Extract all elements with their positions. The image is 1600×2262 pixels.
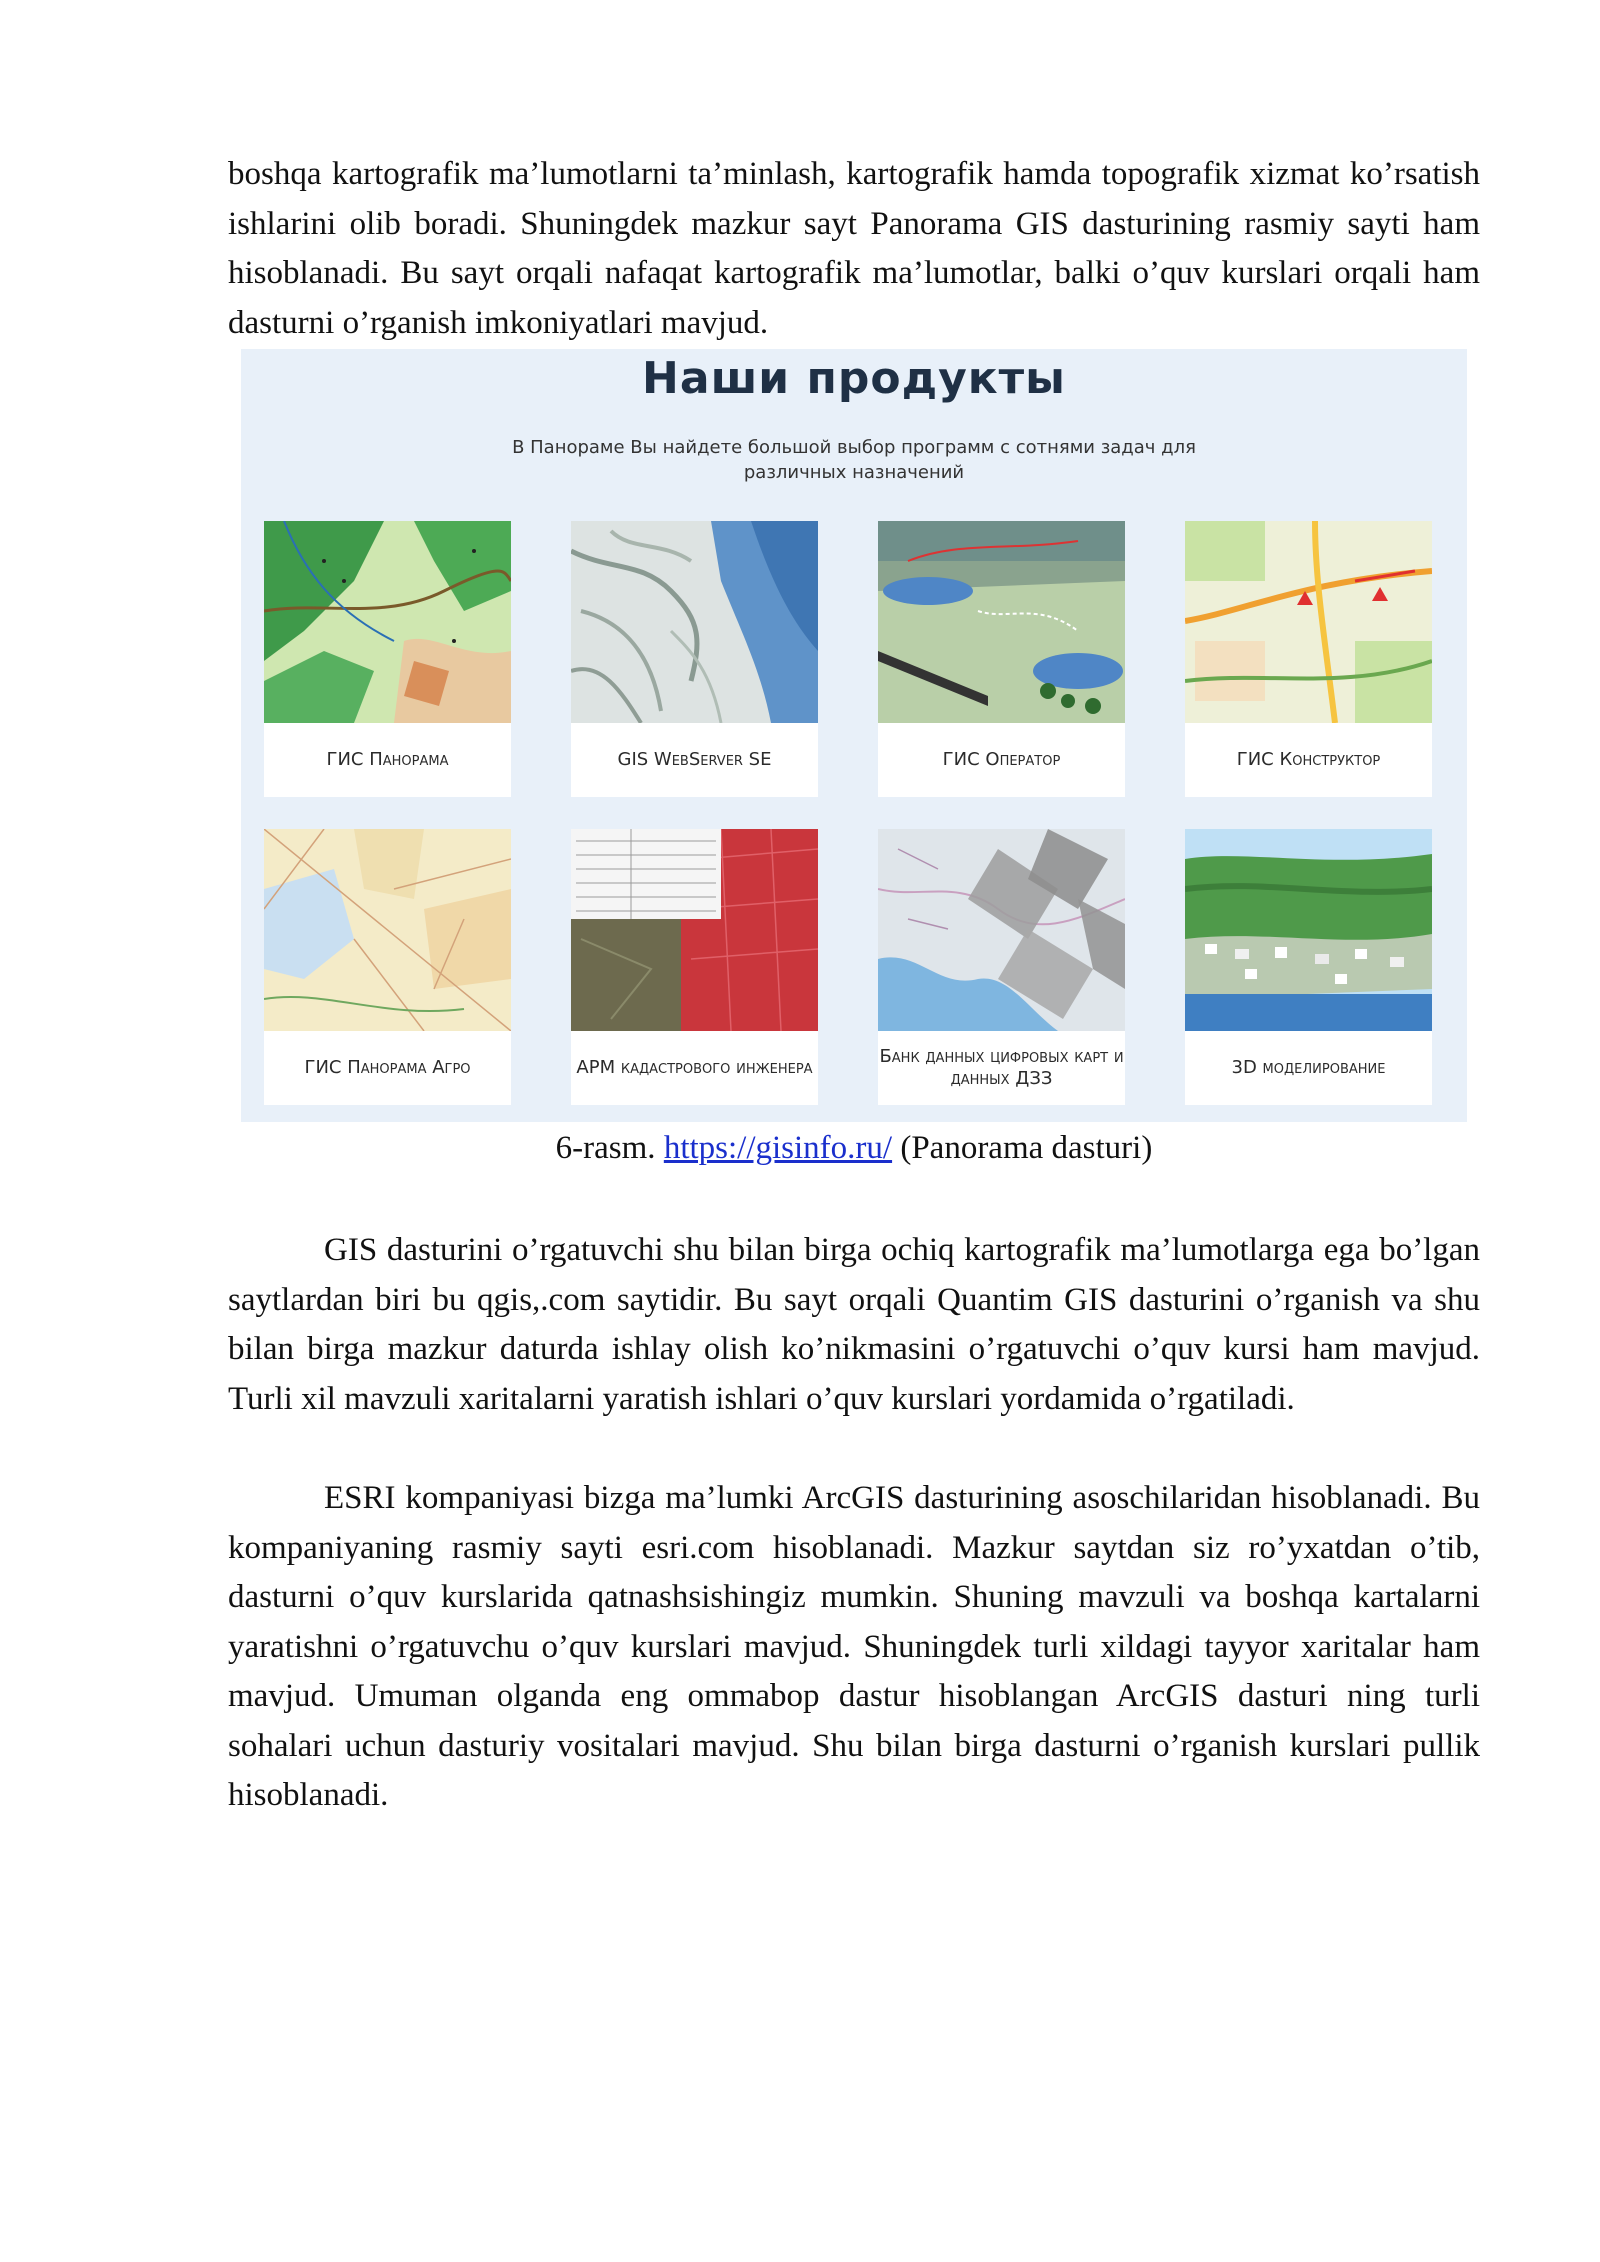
paragraph-intro: boshqa kartografik ma’lumotlarni ta’minlash, kartografik hamda topografik xizmat ko’rsatish ishlarini olib boradi. Shuningdek mazkur sayt Panorama GIS dasturining rasmiy sayti ham hisoblanadi. Bu sayt orqali nafaqat kartografik ma’lumotlar, balki o’quv kurslari orqali ham dasturni o’rganish imkoniyatlari mavjud. (228, 156, 1480, 341)
paragraph-qgis: GIS dasturini o’rgatuvchi shu bilan birga ochiq kartografik ma’lumotlarga ega bo’lgan saytlardan biri bu qgis,.com saytidir. Bu sayt orqali Quantim GIS dasturini o’rganish va shu bilan birga mazkur daturda ishlay olish ko’nikmasini o’rgatuvchi o’quv kursi ham mavjud. Turli xil mavzuli xaritalarni yaratish ishlari o’quv kurslari yordamida o’rgatiladi. (228, 1232, 1480, 1417)
relief-map-thumbnail (571, 521, 818, 723)
cadastral-map-thumbnail (571, 829, 818, 1031)
product-label: ГИС Конструктор (1236, 749, 1381, 770)
data-bank-thumbnail (878, 829, 1125, 1031)
figure-caption (228, 1126, 1480, 1170)
product-card-gis-webserver[interactable] (571, 521, 818, 797)
product-card-gis-panorama-agro[interactable] (264, 829, 511, 1105)
product-card-gis-panorama[interactable] (264, 521, 511, 797)
caption-suffix: (Panorama dasturi) (900, 1130, 1153, 1166)
product-card-cadastral-engineer[interactable] (571, 829, 818, 1105)
topographic-map-thumbnail (264, 521, 511, 723)
3d-city-thumbnail (1185, 829, 1432, 1031)
product-label: GIS WebServer SE (617, 749, 772, 770)
product-card-3d-modeling[interactable] (1185, 829, 1432, 1105)
product-card-gis-operator[interactable] (878, 521, 1125, 797)
product-label: АРМ кадастрового инженера (576, 1057, 813, 1078)
product-label: ГИС Панорама (326, 749, 449, 770)
road-map-thumbnail (1185, 521, 1432, 723)
product-label: ГИС Панорама Агро (304, 1057, 471, 1078)
products-figure (241, 349, 1467, 1122)
paragraph-esri: ESRI kompaniyasi bizga ma’lumki ArcGIS dasturining asoschilaridan hisoblanadi. Bu kompaniyaning rasmiy sayti esri.com hisoblanadi. Mazkur saytdan siz ro’yxatdan o’tib, dasturni o’quv kurslarida qatnashsishingiz mumkin. Shuning mavzuli va boshqa kartalarni yaratishni o’rgatuvchu o’quv kurslari mavjud. Shuningdek turli xildagi tayyor xaritalar ham mavjud. Umuman olganda eng ommabop dastur hisoblangan ArcGIS dasturi ning turli sohalari uchun dasturiy vositalari mavjud. Shu bilan birga dasturni o’rganish kurslari pullik hisoblanadi. (228, 1480, 1480, 1813)
field-parcels-thumbnail (264, 829, 511, 1031)
product-label: 3D моделирование (1231, 1057, 1386, 1078)
caption-link[interactable]: https://gisinfo.ru/ (663, 1130, 893, 1166)
caption-prefix: 6-rasm. (555, 1130, 656, 1166)
product-card-data-bank[interactable] (878, 829, 1125, 1105)
product-card-gis-constructor[interactable] (1185, 521, 1432, 797)
figure-subtitle: В Панораме Вы найдете большой выбор программ с сотнями задач для различных назначений (512, 437, 1196, 483)
3d-terrain-thumbnail (878, 521, 1125, 723)
product-label: Банк данных цифровых карт и данных ДЗЗ (879, 1046, 1124, 1089)
product-label: ГИС Оператор (942, 749, 1061, 770)
figure-title: Наши продукты (642, 353, 1066, 404)
